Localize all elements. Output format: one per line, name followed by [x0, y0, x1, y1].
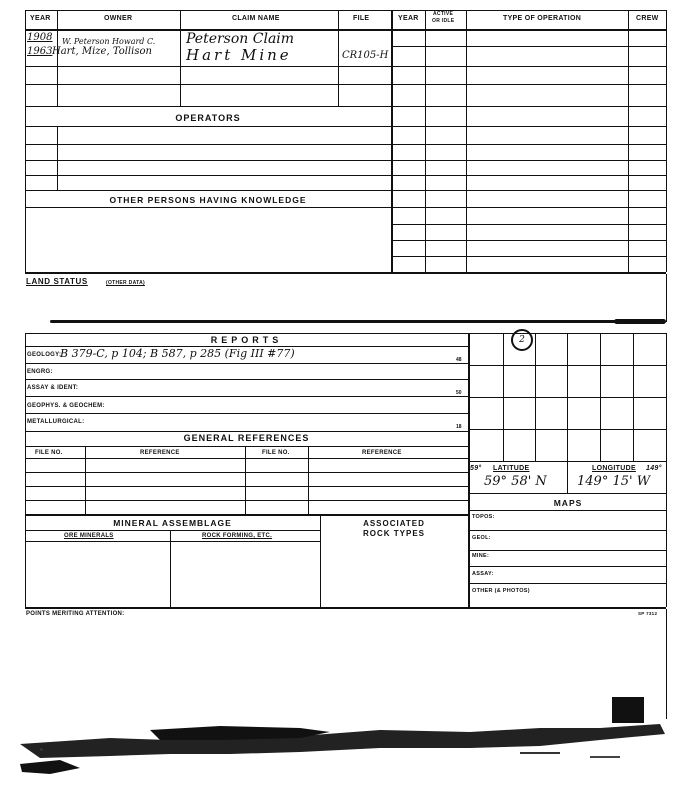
ref-reference-1: REFERENCE	[140, 450, 180, 456]
ref-reference-2: REFERENCE	[362, 450, 402, 456]
rule	[628, 10, 629, 272]
rule	[308, 446, 309, 514]
rule	[25, 379, 468, 380]
entry-1-owner: W. Peterson Howard C.	[62, 37, 156, 46]
rule	[391, 175, 666, 176]
header-year-2: YEAR	[398, 15, 419, 22]
scan-smear	[50, 320, 665, 323]
rule	[25, 106, 391, 107]
rule	[25, 144, 391, 145]
rule	[391, 66, 666, 67]
maps-other-label: OTHER (& PHOTOS)	[472, 588, 530, 594]
rule	[245, 446, 246, 514]
latitude-label: LATITUDE	[493, 465, 530, 472]
rule	[391, 160, 666, 161]
rule	[391, 84, 666, 85]
rule	[25, 486, 468, 487]
rule	[25, 333, 666, 334]
rule	[25, 84, 391, 85]
rule	[170, 530, 171, 607]
rule	[391, 106, 666, 107]
rule	[57, 126, 58, 190]
ref-file-no-2: FILE NO.	[262, 450, 290, 456]
report-num-50: 50	[456, 390, 462, 396]
grid-circle-mark: 2	[511, 329, 533, 351]
engrg-label: ENGRG:	[27, 369, 53, 375]
reports-heading: REPORTS	[210, 335, 283, 345]
mineral-assemblage-heading: MINERAL ASSEMBLAGE	[113, 518, 232, 528]
other-persons-heading: OTHER PERSONS HAVING KNOWLEDGE	[109, 195, 307, 205]
rule	[25, 541, 320, 542]
general-references-heading: GENERAL REFERENCES	[183, 433, 310, 443]
rule	[25, 190, 391, 191]
geology-value: B 379-C, p 104; B 587, p 285 (Fig III #77)	[60, 347, 295, 360]
rule	[25, 472, 468, 473]
rule	[25, 500, 468, 501]
rule	[468, 566, 666, 567]
rule	[391, 224, 666, 225]
rule	[25, 530, 320, 531]
longitude-value: 149° 15' W	[577, 474, 651, 489]
rule	[25, 29, 666, 31]
rule	[666, 333, 667, 607]
rule	[25, 607, 666, 609]
rule	[25, 175, 391, 176]
rule	[25, 333, 26, 607]
geology-label: GEOLOGY:	[27, 352, 62, 358]
maps-mine-label: MINE:	[472, 553, 490, 559]
rule	[57, 10, 58, 106]
rule	[666, 10, 667, 272]
maps-geol-label: GEOL:	[472, 535, 491, 541]
rule	[468, 493, 666, 494]
rule	[25, 363, 468, 364]
header-file: FILE	[353, 15, 370, 22]
geophys-label: GEOPHYS. & GEOCHEM:	[27, 403, 105, 409]
rule	[25, 160, 391, 161]
rule	[468, 429, 666, 430]
entry-2-year: 1963	[27, 46, 53, 57]
rule	[391, 207, 666, 208]
entry-2-claim: Hart Mine	[186, 46, 292, 64]
rock-types-heading: ROCK TYPES	[362, 529, 425, 538]
scan-noise	[0, 718, 678, 808]
header-claim-name: CLAIM NAME	[232, 15, 280, 22]
rule	[567, 461, 568, 493]
rule	[391, 144, 666, 145]
maps-assay-label: ASSAY:	[472, 571, 494, 577]
rule	[25, 10, 666, 11]
operators-heading: OPERATORS	[175, 113, 241, 123]
rule	[25, 514, 468, 516]
entry-2-file: CR105-H	[342, 50, 389, 61]
rule	[468, 397, 666, 398]
rule	[391, 256, 666, 257]
scan-smear	[614, 319, 666, 324]
points-meriting-attention-label: POINTS MERITING ATTENTION:	[26, 611, 125, 617]
land-status-sub: (OTHER DATA)	[106, 280, 145, 286]
header-crew: CREW	[636, 15, 659, 22]
rule	[25, 126, 391, 127]
rule	[391, 240, 666, 241]
rule	[25, 458, 468, 459]
rule	[468, 550, 666, 551]
rule	[180, 10, 181, 106]
rule	[666, 609, 667, 719]
rule	[85, 446, 86, 514]
rule	[25, 207, 391, 208]
lon-suffix: 149°	[646, 465, 662, 472]
maps-topos-label: TOPOS:	[472, 514, 495, 520]
associated-heading: ASSOCIATED	[363, 519, 425, 528]
entry-1-claim: Peterson Claim	[186, 31, 295, 47]
header-idle: OR IDLE	[432, 18, 455, 24]
rock-forming-label: ROCK FORMING, ETC.	[202, 533, 273, 539]
rule	[25, 413, 468, 414]
rule	[466, 10, 467, 272]
header-owner: OWNER	[104, 15, 133, 22]
rule	[25, 272, 666, 274]
rule	[338, 10, 339, 106]
entry-1-year: 1908	[27, 32, 53, 43]
rule	[391, 46, 666, 47]
entry-2-owner: Hart, Mize, Tollison	[52, 46, 152, 57]
form-code: SP 7312	[638, 611, 658, 616]
header-active: ACTIVE	[433, 11, 454, 17]
rule	[425, 10, 426, 272]
rule	[391, 10, 393, 272]
longitude-label: LONGITUDE	[592, 465, 636, 472]
rule	[25, 446, 468, 447]
assay-ident-label: ASSAY & IDENT:	[27, 385, 79, 391]
rule	[391, 126, 666, 127]
header-type-of-operation: TYPE OF OPERATION	[503, 15, 582, 22]
header-year: YEAR	[30, 15, 51, 22]
report-num-48: 48	[456, 357, 462, 363]
rule	[468, 583, 666, 584]
lat-prefix: 59°	[470, 465, 482, 472]
ref-file-no-1: FILE NO.	[35, 450, 63, 456]
report-num-18: 18	[456, 424, 462, 430]
rule	[25, 396, 468, 397]
rule	[468, 510, 666, 511]
ore-minerals-label: ORE MINERALS	[64, 533, 114, 539]
metallurgical-label: METALLURGICAL:	[27, 419, 85, 425]
rule	[391, 190, 666, 191]
latitude-value: 59° 58' N	[484, 474, 547, 489]
rule	[25, 431, 468, 432]
rule	[25, 66, 391, 67]
rule	[468, 530, 666, 531]
land-status-label: LAND STATUS	[26, 277, 88, 286]
rule	[468, 365, 666, 366]
rule	[666, 274, 667, 322]
maps-heading: MAPS	[553, 498, 583, 508]
rule	[25, 10, 26, 272]
